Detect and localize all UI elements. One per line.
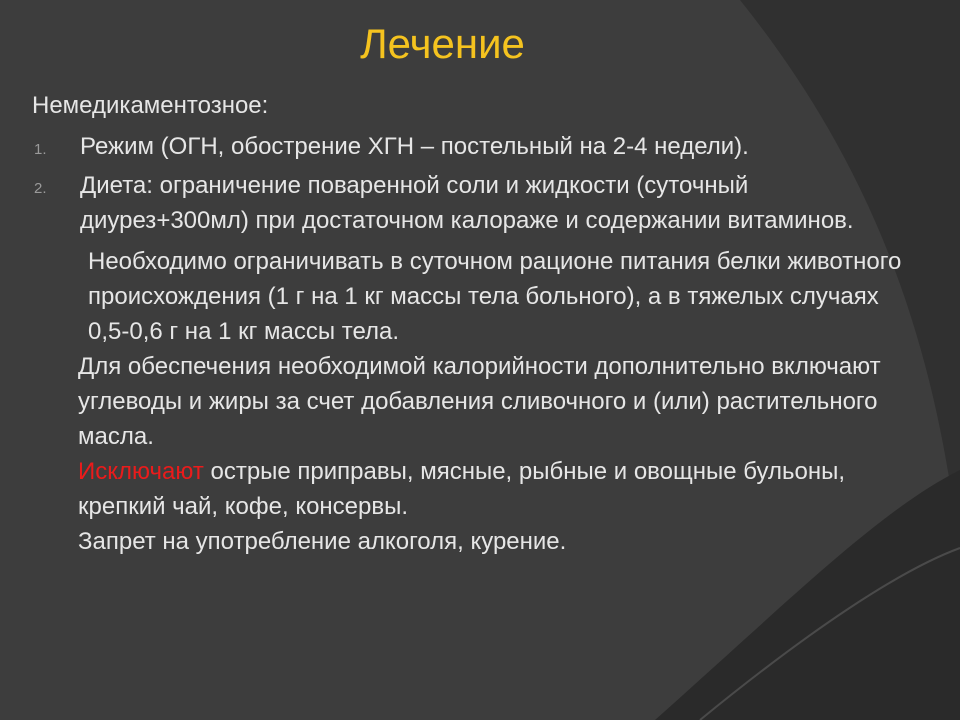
slide-content: [32, 88, 912, 559]
exclude-paragraph: [78, 454, 912, 524]
diet-details: [32, 244, 912, 559]
list-item: [32, 129, 912, 164]
calorie-paragraph: Для обеспечения необходимой калорийности дополнительно включают углеводы и жиры за счет добавления сливочного и (или) растительного масла.: [78, 353, 881, 450]
exclude-keyword: Исключают: [78, 458, 204, 485]
list-item: [32, 168, 912, 238]
ban-paragraph: Запрет на употребление алкоголя, курение.: [78, 528, 567, 555]
list-item-text: Диета: ограничение поваренной соли и жидкости (суточный диурез+300мл) при достаточном калораже и содержании витаминов.: [80, 172, 854, 234]
list-number: 2.: [34, 180, 47, 197]
list-item-text: Режим (ОГН, обострение ХГН – постельный на 2-4 недели).: [80, 133, 749, 160]
slide-title: Лечение: [360, 20, 525, 67]
intro-heading: Немедикаментозное:: [32, 92, 269, 119]
exclude-text: острые приправы, мясные, рыбные и овощные бульоны, крепкий чай, кофе, консервы.: [78, 458, 845, 520]
protein-paragraph: Необходимо ограничивать в суточном рационе питания белки животного происхождения (1 г на 1 кг массы тела больного), а в тяжелых случаях 0,5-0,6 г на 1 кг массы тела.: [88, 248, 902, 345]
list-number: 1.: [34, 141, 47, 158]
